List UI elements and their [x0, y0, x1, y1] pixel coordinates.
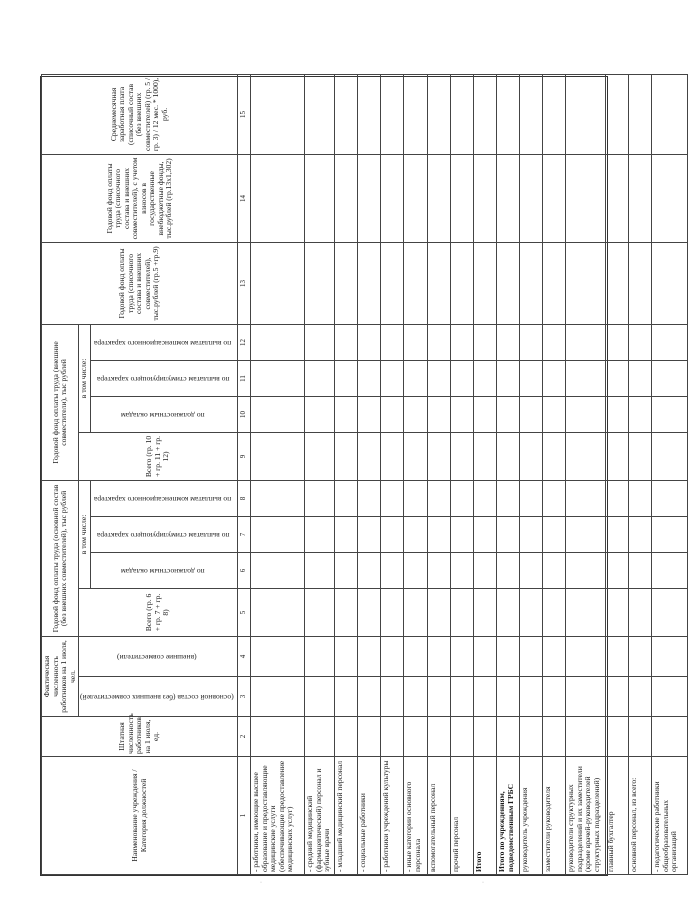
fund-ext-group-header: Годовой фонд оплаты труда (внешние совместители), тыс рублей [42, 324, 79, 480]
table-cell[interactable] [381, 432, 404, 480]
col-number: 13 [238, 242, 251, 324]
fund-main-group-header: Годовой фонд оплаты труда (основной состав (без внешних совместителей), тыс рублей [42, 480, 79, 636]
table-cell[interactable] [251, 717, 305, 757]
table-cell[interactable] [520, 552, 543, 588]
table-cell[interactable] [428, 360, 451, 396]
table-cell[interactable] [451, 242, 474, 324]
table-cell[interactable] [428, 480, 451, 516]
col-number: 10 [238, 396, 251, 432]
actual-group-header: Фактическая численность работников на 1 июля, чел. [42, 636, 79, 716]
table-cell[interactable] [606, 677, 629, 717]
salary-b-header: по должностным окладам [90, 396, 237, 432]
table-cell[interactable] [428, 588, 451, 636]
col-number: 8 [238, 480, 251, 516]
table-cell[interactable] [428, 717, 451, 757]
table-cell[interactable] [474, 480, 497, 516]
table-cell[interactable] [451, 324, 474, 360]
table-cell[interactable] [652, 480, 688, 516]
table-cell[interactable] [335, 677, 358, 717]
table-cell[interactable] [652, 242, 688, 324]
table-cell[interactable] [606, 74, 629, 154]
table-cell[interactable] [404, 432, 428, 480]
table-cell[interactable] [358, 74, 381, 154]
table-cell[interactable] [566, 480, 606, 516]
row-label: - работники, имеющие высшее образование и предоставляющие медицинские услуги (обеспечивающие предоставление медицинских услуг) [251, 757, 305, 875]
table-cell[interactable] [497, 432, 520, 480]
table-cell[interactable] [520, 717, 543, 757]
table-cell[interactable] [451, 588, 474, 636]
table-cell[interactable] [358, 324, 381, 360]
table-cell[interactable] [358, 588, 381, 636]
column-numbers-row [238, 74, 251, 874]
table-cell[interactable] [497, 74, 520, 154]
table-cell[interactable] [451, 154, 474, 242]
table-row [497, 74, 520, 874]
table-cell[interactable] [474, 717, 497, 757]
table-cell[interactable] [305, 677, 335, 717]
total-b-header: Всего (гр. 10 + гр. 11 + гр. 12) [79, 432, 238, 480]
table-cell[interactable] [497, 324, 520, 360]
scan-mark: · [482, 880, 484, 886]
table-row [428, 74, 451, 874]
table-cell[interactable] [358, 432, 381, 480]
table-cell[interactable] [520, 74, 543, 154]
table-cell[interactable] [381, 74, 404, 154]
table-cell[interactable] [629, 588, 652, 636]
table-cell[interactable] [404, 324, 428, 360]
table-cell[interactable] [428, 636, 451, 676]
table-cell[interactable] [381, 242, 404, 324]
table-cell[interactable] [251, 154, 305, 242]
table-cell[interactable] [381, 396, 404, 432]
table-cell[interactable] [474, 154, 497, 242]
table-cell[interactable] [629, 74, 652, 154]
table-cell[interactable] [451, 717, 474, 757]
col-number: 14 [238, 154, 251, 242]
col-number: 1 [238, 757, 251, 875]
table-cell[interactable] [305, 74, 335, 154]
table-cell[interactable] [381, 516, 404, 552]
col14-header: Годовой фонд оплаты труда (списочного состава и внешних совместителей), с учетом взносов в государственные внебюджетные фонды, тыс.рублей (гр.13х1,302) [42, 154, 238, 242]
col13-header: Годовой фонд оплаты труда (списочного состава и внешних совместителей), тыс.рублей (гр.5 +гр.9) [42, 242, 238, 324]
col-number: 11 [238, 360, 251, 396]
table-cell[interactable] [566, 360, 606, 396]
table-cell[interactable] [474, 396, 497, 432]
table-cell[interactable] [451, 74, 474, 154]
table-cell[interactable] [451, 552, 474, 588]
table-cell[interactable] [358, 552, 381, 588]
col-number: 15 [238, 74, 251, 154]
table-cell[interactable] [335, 242, 358, 324]
salary-a-header: по должностным окладам [90, 552, 237, 588]
table-cell[interactable] [606, 396, 629, 432]
table-cell[interactable] [305, 324, 335, 360]
table-cell[interactable] [428, 396, 451, 432]
table-cell[interactable] [381, 717, 404, 757]
table-cell[interactable] [474, 552, 497, 588]
table-cell[interactable] [629, 154, 652, 242]
table-cell[interactable] [358, 636, 381, 676]
table-cell[interactable] [606, 636, 629, 676]
table-cell[interactable] [381, 360, 404, 396]
table-cell[interactable] [404, 516, 428, 552]
table-cell[interactable] [543, 717, 566, 757]
table-cell[interactable] [381, 154, 404, 242]
table-cell[interactable] [497, 588, 520, 636]
table-cell[interactable] [335, 324, 358, 360]
row-label: руководитель учреждения [520, 757, 543, 875]
row-label: основной персонал, из всего: [629, 757, 652, 875]
table-cell[interactable] [335, 396, 358, 432]
table-cell[interactable] [520, 396, 543, 432]
table-cell[interactable] [566, 432, 606, 480]
table-cell[interactable] [381, 552, 404, 588]
table-cell[interactable] [335, 360, 358, 396]
col-number: 5 [238, 588, 251, 636]
table-cell[interactable] [428, 324, 451, 360]
table-cell[interactable] [652, 677, 688, 717]
table-cell[interactable] [652, 154, 688, 242]
table-cell[interactable] [543, 396, 566, 432]
table-cell[interactable] [335, 516, 358, 552]
table-cell[interactable] [629, 480, 652, 516]
table-cell[interactable] [543, 636, 566, 676]
table-cell[interactable] [404, 588, 428, 636]
table-cell[interactable] [566, 396, 606, 432]
table-cell[interactable] [566, 324, 606, 360]
col-number: 7 [238, 516, 251, 552]
table-cell[interactable] [358, 677, 381, 717]
table-cell[interactable] [520, 432, 543, 480]
table-cell[interactable] [358, 516, 381, 552]
comp-a-header: по выплатам компенсационного характера [90, 480, 237, 516]
table-cell[interactable] [497, 636, 520, 676]
table-cell[interactable] [451, 636, 474, 676]
table-cell[interactable] [451, 516, 474, 552]
table-cell[interactable] [251, 360, 305, 396]
table-cell[interactable] [543, 516, 566, 552]
table-cell[interactable] [251, 396, 305, 432]
table-cell[interactable] [497, 242, 520, 324]
table-cell[interactable] [474, 324, 497, 360]
table-cell[interactable] [404, 552, 428, 588]
table-cell[interactable] [629, 552, 652, 588]
table-cell[interactable] [520, 480, 543, 516]
table-row [474, 74, 497, 874]
table-row [629, 74, 652, 874]
table-cell[interactable] [566, 588, 606, 636]
table-cell[interactable] [428, 552, 451, 588]
table-cell[interactable] [305, 432, 335, 480]
table-cell[interactable] [652, 717, 688, 757]
table-cell[interactable] [251, 432, 305, 480]
table-cell[interactable] [497, 677, 520, 717]
table-row [335, 74, 358, 874]
row-label: - работники учреждений культуры [381, 757, 404, 875]
table-cell[interactable] [335, 552, 358, 588]
table-cell[interactable] [404, 677, 428, 717]
table-cell[interactable] [381, 677, 404, 717]
table-cell[interactable] [606, 432, 629, 480]
row-label: главный бухгалтер [606, 757, 629, 875]
table-row [451, 74, 474, 874]
actual-ext-header: (внешние совместители) [79, 636, 238, 676]
table-cell[interactable] [451, 360, 474, 396]
table-cell[interactable] [629, 717, 652, 757]
table-cell[interactable] [474, 677, 497, 717]
table-cell[interactable] [305, 636, 335, 676]
table-cell[interactable] [451, 677, 474, 717]
table-cell[interactable] [629, 242, 652, 324]
table-cell[interactable] [305, 242, 335, 324]
table-cell[interactable] [520, 360, 543, 396]
table-cell[interactable] [520, 677, 543, 717]
table-cell[interactable] [606, 717, 629, 757]
table-cell[interactable] [543, 677, 566, 717]
table-cell[interactable] [404, 636, 428, 676]
col15-header: Среднемесячная заработная плата (списочный состав (без внешних совместителей) (гр. 5 / гр. 3) / 12 мес. * 1000), руб. [42, 74, 238, 154]
table-cell[interactable] [451, 396, 474, 432]
table-cell[interactable] [358, 242, 381, 324]
table-cell[interactable] [404, 717, 428, 757]
stimul-a-header: по выплатам стимулирующего характера [90, 516, 237, 552]
table-cell[interactable] [305, 360, 335, 396]
table-cell[interactable] [652, 588, 688, 636]
table-cell[interactable] [566, 636, 606, 676]
table-cell[interactable] [606, 154, 629, 242]
table-cell[interactable] [520, 154, 543, 242]
row-label: руководители структурных подразделений и их заместители (кроме врачей-руководителей структурных подразделений) [566, 757, 606, 875]
table-row [652, 74, 688, 874]
table-cell[interactable] [474, 360, 497, 396]
table-cell[interactable] [543, 588, 566, 636]
table-cell[interactable] [652, 74, 688, 154]
table-cell[interactable] [381, 588, 404, 636]
table-cell[interactable] [606, 480, 629, 516]
table-cell[interactable] [428, 242, 451, 324]
table-cell[interactable] [251, 552, 305, 588]
table-cell[interactable] [520, 242, 543, 324]
comp-b-header: по выплатам компенсационного характера [90, 324, 237, 360]
table-cell[interactable] [629, 360, 652, 396]
table-cell[interactable] [566, 516, 606, 552]
table-cell[interactable] [566, 154, 606, 242]
table-cell[interactable] [497, 552, 520, 588]
total-a-header: Всего (гр. 6 + гр. 7 + гр. 8) [79, 588, 238, 636]
table-cell[interactable] [606, 242, 629, 324]
table-cell[interactable] [305, 588, 335, 636]
table-cell[interactable] [251, 480, 305, 516]
table-cell[interactable] [543, 552, 566, 588]
table-cell[interactable] [520, 516, 543, 552]
staff-column-header: Штатная численность работников на 1 июля, ед. [42, 717, 238, 757]
table-cell[interactable] [451, 432, 474, 480]
table-cell[interactable] [335, 480, 358, 516]
table-cell[interactable] [305, 717, 335, 757]
col-number: 6 [238, 552, 251, 588]
table-cell[interactable] [335, 74, 358, 154]
row-label: - социальные работники [358, 757, 381, 875]
row-label: - средний медицинский (фармацевтический) персонал и зубные врачи [305, 757, 335, 875]
table-cell[interactable] [358, 396, 381, 432]
table-row [381, 74, 404, 874]
table-row [520, 74, 543, 874]
rotated-table-container [40, 76, 679, 876]
table-row [251, 74, 305, 874]
table-cell[interactable] [652, 324, 688, 360]
row-label: прочий персонал [451, 757, 474, 875]
table-cell[interactable] [629, 516, 652, 552]
table-cell[interactable] [474, 588, 497, 636]
table-cell[interactable] [305, 396, 335, 432]
table-cell[interactable] [520, 324, 543, 360]
table-cell[interactable] [652, 552, 688, 588]
table-cell[interactable] [251, 636, 305, 676]
table-cell[interactable] [404, 154, 428, 242]
table-cell[interactable] [566, 242, 606, 324]
col-number: 12 [238, 324, 251, 360]
table-cell[interactable] [404, 360, 428, 396]
row-label: заместители руководителя [543, 757, 566, 875]
table-cell[interactable] [629, 396, 652, 432]
table-cell[interactable] [305, 516, 335, 552]
table-cell[interactable] [305, 480, 335, 516]
row-label: - младший медицинский персонал [335, 757, 358, 875]
table-cell[interactable] [358, 717, 381, 757]
table-cell[interactable] [428, 677, 451, 717]
table-cell[interactable] [335, 154, 358, 242]
table-cell[interactable] [543, 74, 566, 154]
table-cell[interactable] [474, 636, 497, 676]
table-cell[interactable] [381, 636, 404, 676]
table-cell[interactable] [606, 588, 629, 636]
table-cell[interactable] [358, 360, 381, 396]
table-cell[interactable] [629, 677, 652, 717]
table-cell[interactable] [566, 717, 606, 757]
table-cell[interactable] [566, 552, 606, 588]
table-cell[interactable] [543, 360, 566, 396]
col-number: 9 [238, 432, 251, 480]
table-cell[interactable] [629, 324, 652, 360]
table-cell[interactable] [305, 154, 335, 242]
table-cell[interactable] [652, 360, 688, 396]
table-cell[interactable] [543, 154, 566, 242]
stimul-b-header: по выплатам стимулирующего характера [90, 360, 237, 396]
table-cell[interactable] [335, 717, 358, 757]
table-cell[interactable] [358, 480, 381, 516]
table-cell[interactable] [497, 396, 520, 432]
table-cell[interactable] [251, 242, 305, 324]
table-cell[interactable] [474, 516, 497, 552]
table-row [566, 74, 606, 874]
table-cell[interactable] [251, 74, 305, 154]
table-cell[interactable] [497, 516, 520, 552]
table-row [305, 74, 335, 874]
table-cell[interactable] [520, 588, 543, 636]
incl-b-header: в том числе: [79, 324, 91, 432]
table-cell[interactable] [428, 516, 451, 552]
table-cell[interactable] [428, 154, 451, 242]
table-cell[interactable] [543, 324, 566, 360]
table-cell[interactable] [428, 74, 451, 154]
table-cell[interactable] [606, 516, 629, 552]
col-number: 2 [238, 717, 251, 757]
table-cell[interactable] [474, 74, 497, 154]
payroll-table [41, 74, 688, 875]
table-cell[interactable] [520, 636, 543, 676]
table-cell[interactable] [652, 636, 688, 676]
table-cell[interactable] [251, 588, 305, 636]
col-number: 3 [238, 677, 251, 717]
col-number: 4 [238, 636, 251, 676]
table-cell[interactable] [566, 74, 606, 154]
row-label: - педагогические работники общеобразовательных организаций [652, 757, 688, 875]
table-row [543, 74, 566, 874]
table-cell[interactable] [629, 636, 652, 676]
table-cell[interactable] [543, 432, 566, 480]
table-cell[interactable] [428, 432, 451, 480]
table-row [606, 74, 629, 874]
scan-mark: · [260, 880, 262, 886]
table-cell[interactable] [543, 242, 566, 324]
table-cell[interactable] [606, 324, 629, 360]
table-cell[interactable] [381, 324, 404, 360]
table-cell[interactable] [652, 516, 688, 552]
table-cell[interactable] [358, 154, 381, 242]
table-cell[interactable] [474, 432, 497, 480]
table-cell[interactable] [497, 717, 520, 757]
table-row [358, 74, 381, 874]
table-cell[interactable] [251, 516, 305, 552]
table-cell[interactable] [381, 480, 404, 516]
table-cell[interactable] [474, 242, 497, 324]
table-cell[interactable] [404, 74, 428, 154]
table-cell[interactable] [497, 154, 520, 242]
row-label: Итого [474, 757, 497, 875]
table-cell[interactable] [251, 677, 305, 717]
table-cell[interactable] [606, 552, 629, 588]
table-cell[interactable] [335, 588, 358, 636]
actual-main-header: (основной состав (без внешних совместителей) [79, 677, 238, 717]
row-label: Итого по учреждениям, подведомственным ГРБС [497, 757, 520, 875]
table-cell[interactable] [251, 324, 305, 360]
row-label: - иные категории основного персонала [404, 757, 428, 875]
row-label: вспомогательный персонал [428, 757, 451, 875]
table-cell[interactable] [335, 432, 358, 480]
table-cell[interactable] [305, 552, 335, 588]
name-column-header: Наименование учреждения / Категория должностей [42, 757, 238, 875]
table-cell[interactable] [404, 480, 428, 516]
table-cell[interactable] [404, 396, 428, 432]
table-cell[interactable] [497, 360, 520, 396]
incl-a-header: в том числе: [79, 480, 91, 588]
table-cell[interactable] [652, 432, 688, 480]
table-row [404, 74, 428, 874]
table-cell[interactable] [566, 677, 606, 717]
table-cell[interactable] [335, 636, 358, 676]
table-cell[interactable] [629, 432, 652, 480]
table-cell[interactable] [497, 480, 520, 516]
table-cell[interactable] [451, 480, 474, 516]
table-cell[interactable] [652, 396, 688, 432]
table-cell[interactable] [404, 242, 428, 324]
table-cell[interactable] [606, 360, 629, 396]
table-cell[interactable] [543, 480, 566, 516]
